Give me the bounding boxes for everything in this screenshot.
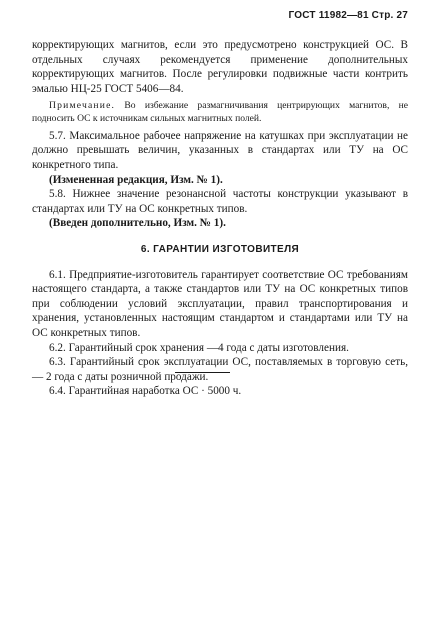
paragraph-6-2: 6.2. Гарантийный срок хранения —4 года с даты изготовления. — [49, 341, 349, 354]
document-body — [32, 38, 408, 399]
edit-note-5-8: (Введен дополнительно, Изм. № 1). — [49, 217, 226, 230]
paragraph-6-1: 6.1. Предприятие-изготовитель гарантирует соответствие ОС требованиям настоящего стандарта, а также стандартов или ТУ на ОС конкретных типов при соблюдении условий эксплуатации, правил транспортирования и хранения, установленных настоящим стандартом и стандартами или ТУ на ОС конкретных типов. — [32, 268, 408, 339]
edit-note-5-7: (Измененная редакция, Изм. № 1). — [49, 173, 223, 186]
note-label: Примечание. — [49, 100, 116, 112]
note — [32, 100, 408, 124]
paragraph-magnets: корректирующих магнитов, если это предусмотрено конструкцией ОС. В отдельных случаях рекомендуется применение дополнительных корректирующих магнитов. После регулировки подвижные части контрить эмалью НЦ-25 ГОСТ 5406—84. — [32, 39, 408, 95]
paragraph-5-7: 5.7. Максимальное рабочее напряжение на катушках при эксплуатации не должно превышать величин, указанных в стандартах или ТУ на ОС конкретного типа. — [32, 129, 408, 171]
section-title: 6. ГАРАНТИИ ИЗГОТОВИТЕЛЯ — [140, 243, 300, 255]
page-header: ГОСТ 11982—81 Стр. 27 — [288, 10, 408, 21]
end-rule — [175, 372, 230, 373]
paragraph-6-3: 6.3. Гарантийный срок эксплуатации ОС, поставляемых в торговую сеть, — 2 года с даты розничной продажи. — [32, 356, 408, 383]
paragraph-6-4: 6.4. Гарантийная наработка ОС · 5000 ч. — [49, 385, 242, 398]
note-text: Во избежание размагничивания центрирующих магнитов, не подносить ОС к источникам сильных магнитных полей. — [32, 100, 408, 124]
paragraph-5-8: 5.8. Нижнее значение резонансной частоты конструкции указывают в стандартах или ТУ на ОС конкретных типов. — [32, 188, 408, 215]
